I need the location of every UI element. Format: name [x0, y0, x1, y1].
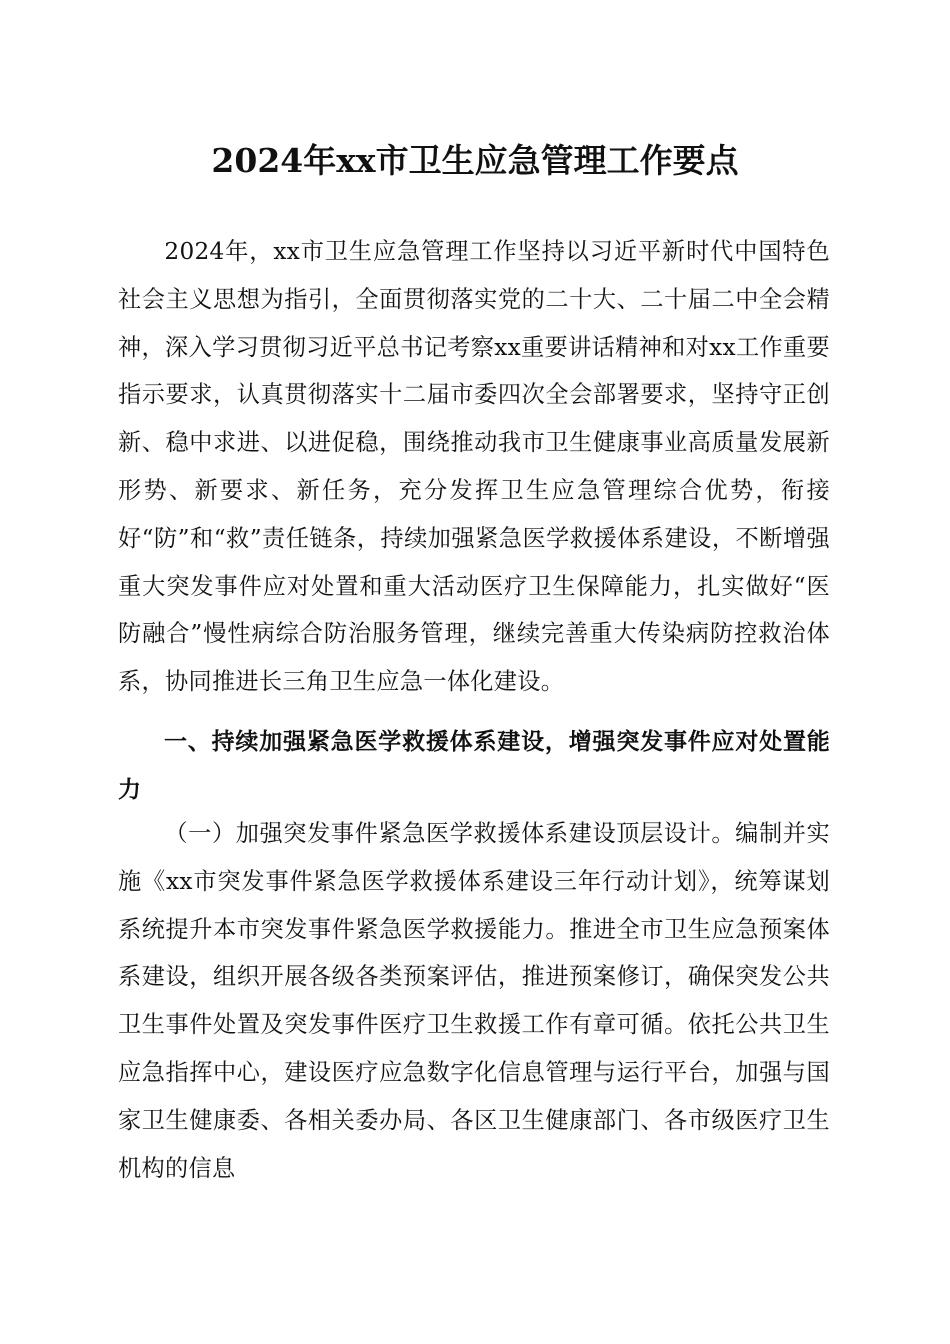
section-heading-1: 一、持续加强紧急医学救援体系建设，增强突发事件应对处置能力	[118, 729, 830, 803]
document-title: 2024年xx市卫生应急管理工作要点	[211, 141, 739, 180]
section-1-paragraph-1: （一）加强突发事件紧急医学救援体系建设顶层设计。编制并实施《xx市突发事件紧急医学救援体系建设三年行动计划》，统筹谋划系统提升本市突发事件紧急医学救援能力。推进全市卫生应急预案体系建设，组织开展各级各类预案评估，推进预案修订，确保突发公共卫生事件处置及突发事件医疗卫生救援工作有章可循。依托公共卫生应急指挥中心，建设医疗应急数字化信息管理与运行平台，加强与国家卫生健康委、各相关委办局、各区卫生健康部门、各市级医疗卫生机构的信息	[118, 820, 830, 1182]
intro-paragraph: 2024年，xx市卫生应急管理工作坚持以习近平新时代中国特色社会主义思想为指引，全面贯彻落实党的二十大、二十届二中全会精神，深入学习贯彻习近平总书记考察xx重要讲话精神和对xx工作重要指示要求，认真贯彻落实十二届市委四次全会部署要求，坚持守正创新、稳中求进、以进促稳，围绕推动我市卫生健康事业高质量发展新形势、新要求、新任务，充分发挥卫生应急管理综合优势，衔接好“防”和“救”责任链条，持续加强紧急医学救援体系建设，不断增强重大突发事件应对处置和重大活动医疗卫生保障能力，扎实做好“医防融合”慢性病综合防治服务管理，继续完善重大传染病防控救治体系，协同推进长三角卫生应急一体化建设。	[118, 238, 830, 696]
